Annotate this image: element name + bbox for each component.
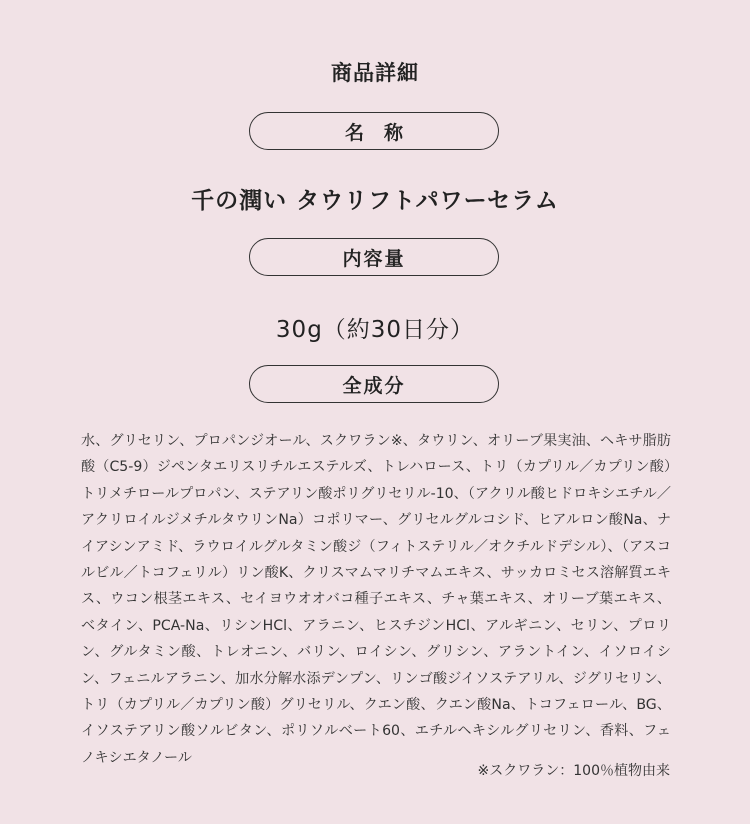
ingredients-list: 水、グリセリン、プロパンジオール、スクワラン※、タウリン、オリーブ果実油、ヘキサ脂肪酸（C5-9）ジペンタエリスリチルエステルズ、トレハロース、トリ（カプリル／カプリン酸）トリメチロールプロパン、ステアリン酸ポリグリセリル-10、（アクリル酸ヒドロキシエチル／アクリロイルジメチルタウリンNa）コポリマー、グリセルグルコシド、ヒアルロン酸Na、ナイアシンアミド、ラウロイルグルタミン酸ジ（フィトステリル／オクチルドデシル）、（アスコルビル／トコフェリル）リン酸K、クリスマムマリチマムエキス、サッカロミセス溶解質エキス、ウコン根茎エキス、セイヨウオオバコ種子エキス、チャ葉エキス、オリーブ葉エキス、ベタイン、PCA-Na、リシンHCl、アラニン、ヒスチジンHCl、アルギニン、セリン、プロリン、グルタミン酸、トレオニン、バリン、ロイシン、グリシン、アラントイン、イソロイシン、フェニルアラニン、加水分解水添デンプン、リンゴ酸ジイソステアリル、ジグリセリン、トリ（カプリル／カプリン酸）グリセリル、クエン酸、クエン酸Na、トコフェロール、BG、イソステアリン酸ソルビタン、ポリソルベート60、エチルヘキシルグリセリン、香料、フェノキシエタノール xyxy=(81,433,671,766)
product-name: 千の潤い タウリフトパワーセラム xyxy=(191,188,559,214)
ingredients-label-pill xyxy=(249,365,499,403)
name-label: 名称 xyxy=(344,121,423,144)
name-label-pill xyxy=(249,112,499,150)
squalane-note: ※スクワラン：100％植物由来 xyxy=(477,763,670,779)
ingredients-label: 全成分 xyxy=(342,374,406,397)
product-volume: 30g（約30日分） xyxy=(275,317,475,343)
volume-label-pill xyxy=(249,238,499,276)
page-title: 商品詳細 xyxy=(331,61,419,85)
volume-label: 内容量 xyxy=(342,247,406,270)
